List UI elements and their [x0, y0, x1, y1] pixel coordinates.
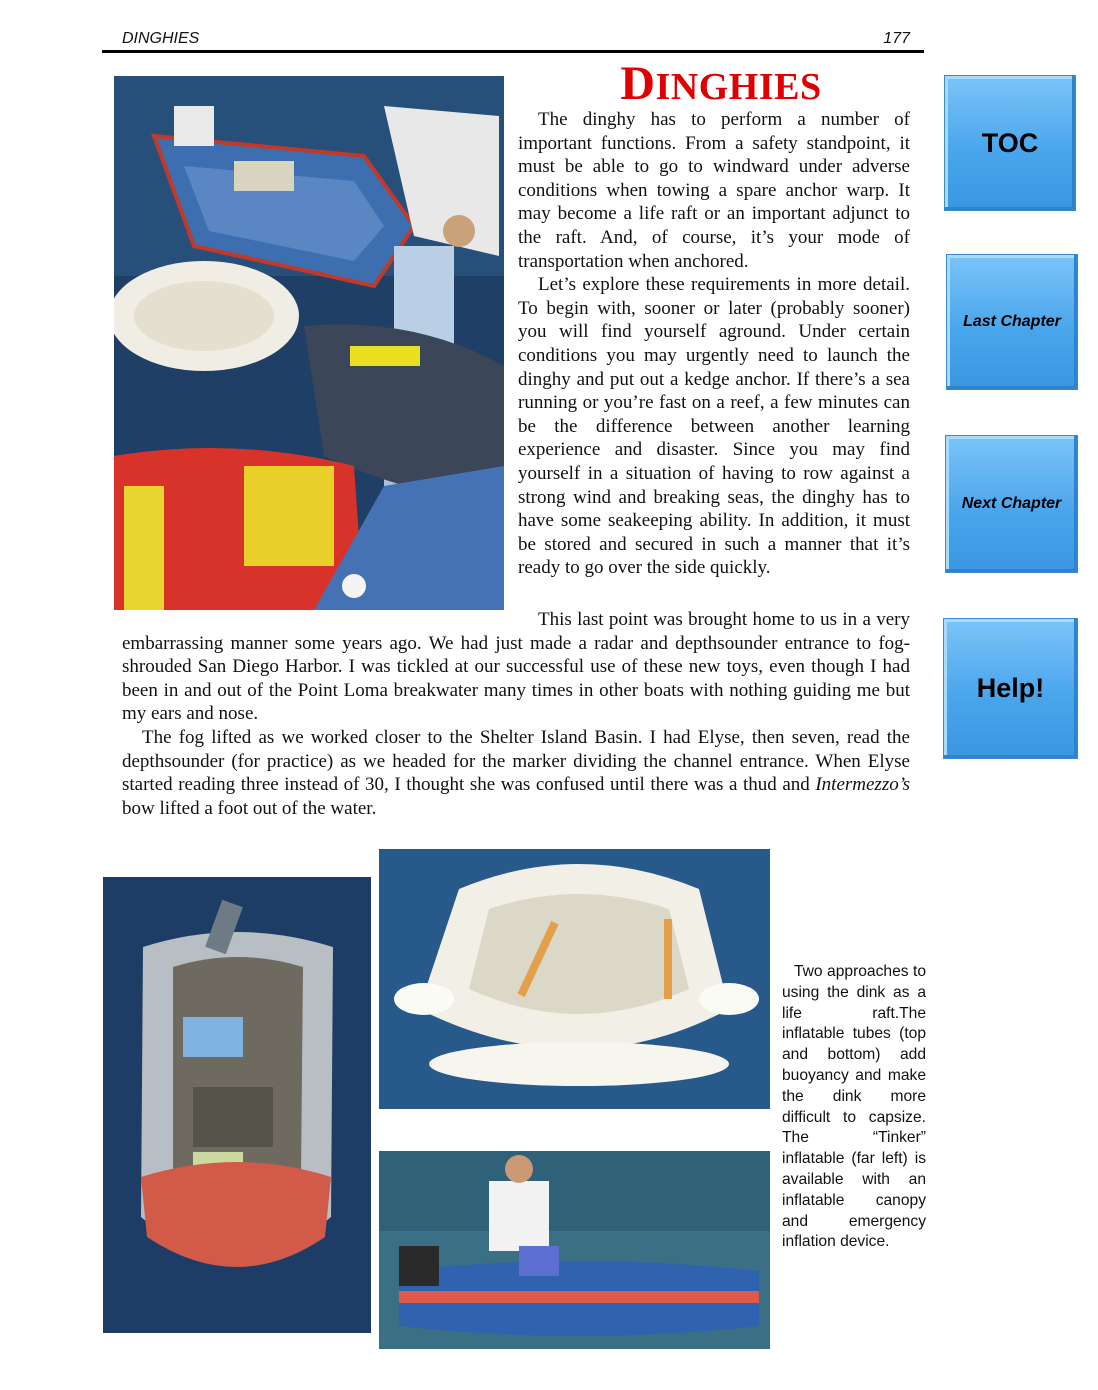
story-text: [122, 608, 910, 820]
paragraph-fog-lifted-main: The fog lifted as we worked closer to the Shelter Island Basin. I had Elyse, then seven, read the depthsounder (for practice) as we headed for the marker dividing the channel entrance. When Elyse started reading three instead of 30, I thought she was confused until there was a thud and: [122, 726, 910, 796]
help-button[interactable]: [943, 618, 1078, 759]
photo-dinghies-rafted: [114, 76, 504, 610]
photo-caption: Two approaches to using the dink as a life raft.The inflatable tubes (top and bottom) add buoyancy and make the dink more difficult to capsize. The “Tinker” inflatable (far left) is available with an inflatable canopy and emergency inflation device.: [782, 963, 926, 1251]
intro-column-text: [518, 108, 910, 580]
chapter-title-rest: INGHIES: [655, 66, 822, 108]
paragraph-fog-lifted-end: bow lifted a foot out of the water.: [122, 797, 377, 819]
toc-button-label: TOC: [981, 127, 1039, 158]
photo-white-dinghy: [379, 849, 770, 1109]
running-header: [102, 28, 924, 53]
photo-man-in-inflatable: [379, 1151, 770, 1349]
paragraph-embarrassing: This last point was brought home to us in a very embarrassing manner some years ago. We had just made a radar and depthsounder entrance to fog-shrouded San Diego Harbor. I was tickled at our successful use of these new toys, even though I had been in and out of the Point Loma breakwater many times in other boats with nothing guiding me but my ears and nose.: [122, 609, 910, 725]
boat-name-italic: Intermezzo’s: [815, 774, 910, 796]
last-chapter-button-label: Last Chapter: [963, 313, 1061, 330]
running-header-chapter: DINGHIES: [122, 30, 200, 47]
page-number: 177: [883, 30, 910, 47]
paragraph-functions: The dinghy has to perform a number of important functions. From a safety standpoint, it must be able to go to windward under adverse conditions when towing a spare anchor warp. It may become a life raft or an important adjunct to the raft. And, of course, it’s your mode of transportation when anchored.: [518, 109, 910, 272]
chapter-title: [516, 56, 926, 111]
paragraph-fog-lifted: [122, 726, 910, 820]
last-chapter-button[interactable]: [946, 254, 1078, 390]
next-chapter-button[interactable]: [945, 435, 1078, 573]
help-button-label: Help!: [976, 673, 1045, 703]
photo-tinker-inflatable: [103, 877, 371, 1333]
paragraph-requirements: Let’s explore these requirements in more detail. To begin with, sooner or later (probably sooner) you will find yourself aground. Under certain conditions you may urgently need to launch the dinghy and put out a kedge anchor. If there’s a sea running or you’re fast on a reef, a few minutes can be the difference between another learning experience and disaster. Since you may find yourself in a situation of having to row against a strong wind and breaking seas, the dinghy has to have some seakeeping ability. In addition, it must be stored and secured in such a manner that it’s ready to go over the side quickly.: [518, 274, 910, 579]
chapter-title-initial: D: [620, 57, 656, 110]
toc-button[interactable]: [944, 75, 1076, 211]
next-chapter-button-label: Next Chapter: [961, 495, 1062, 512]
